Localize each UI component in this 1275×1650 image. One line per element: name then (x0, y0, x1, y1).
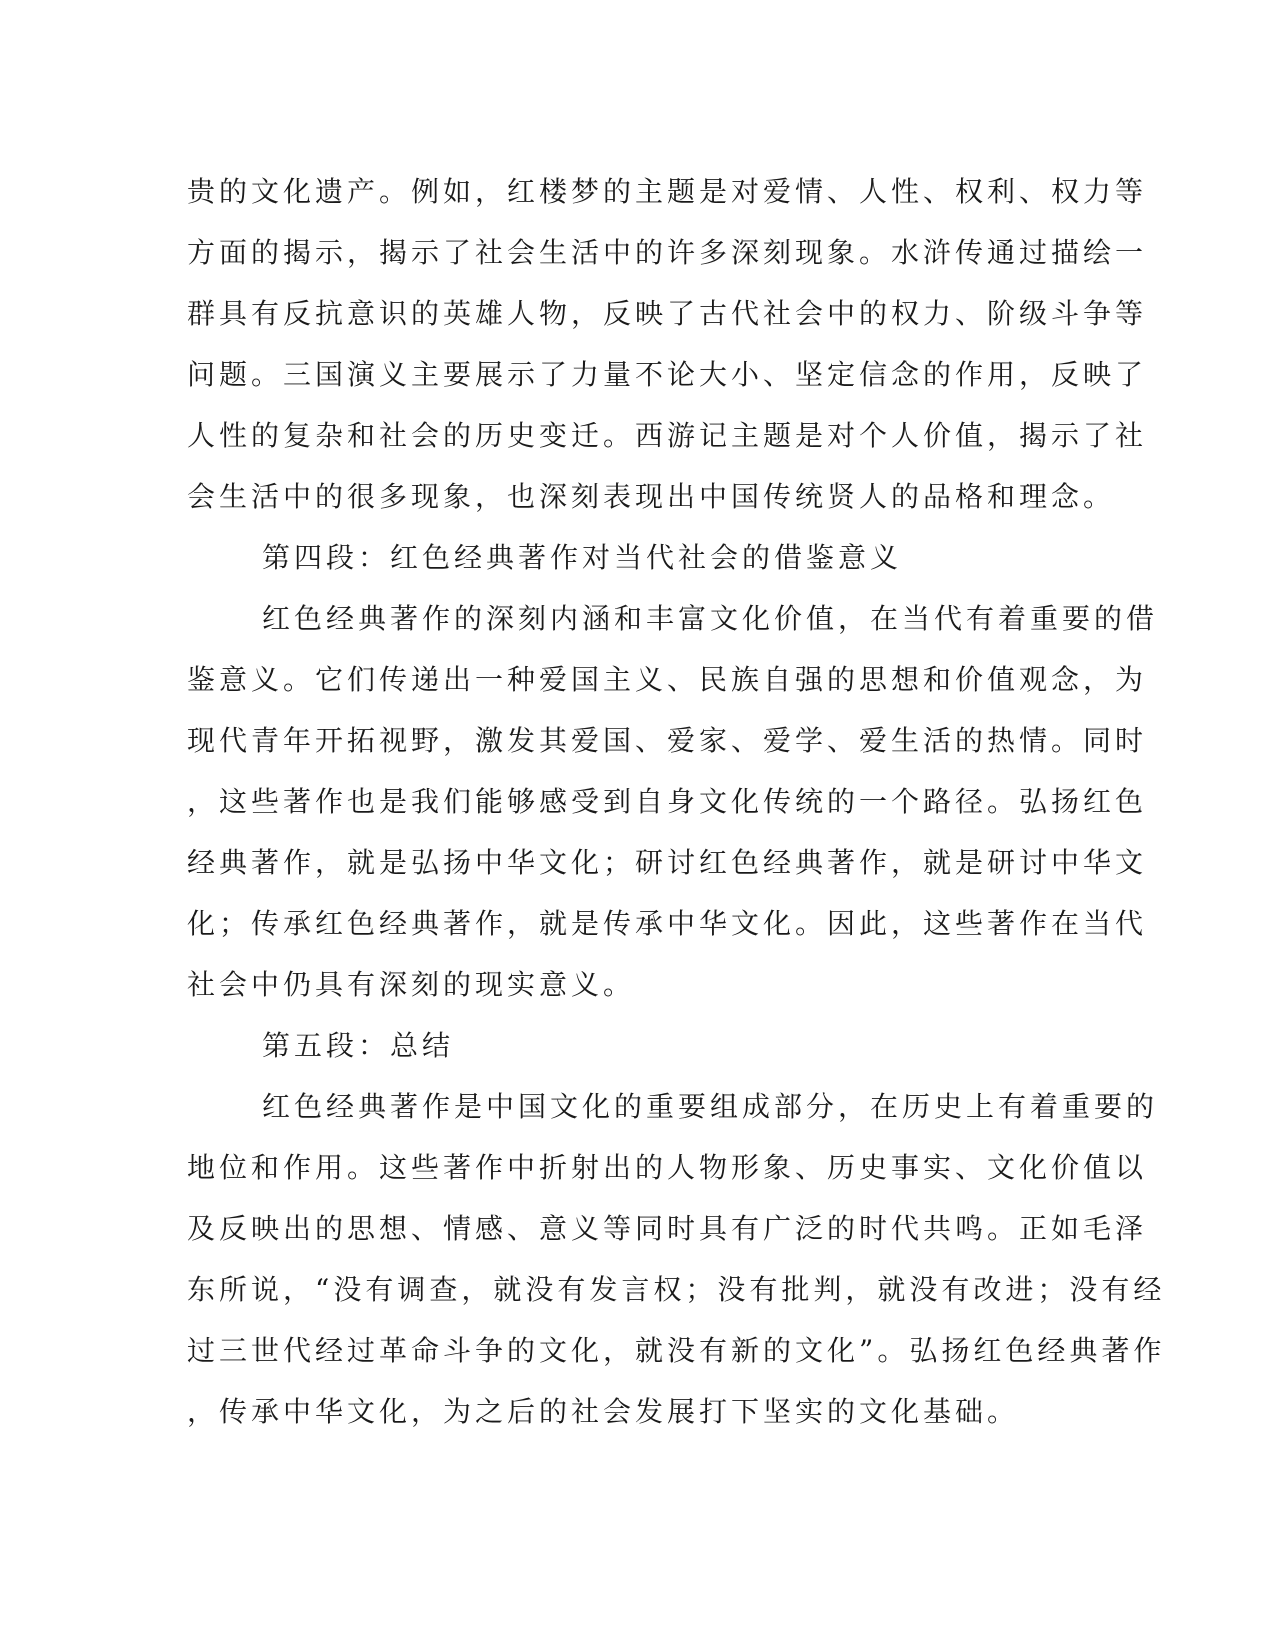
section-heading-4: 第四段：红色经典著作对当代社会的借鉴意义 (262, 541, 903, 574)
paragraph-line: ，这些著作也是我们能够感受到自身文化传统的一个路径。弘扬红色 (187, 785, 1148, 818)
paragraph-line: 现代青年开拓视野，激发其爱国、爱家、爱学、爱生活的热情。同时 (187, 724, 1148, 757)
paragraph-line: 会生活中的很多现象，也深刻表现出中国传统贤人的品格和理念。 (187, 480, 1116, 513)
paragraph-line: 经典著作，就是弘扬中华文化；研讨红色经典著作，就是研讨中华文 (187, 846, 1148, 879)
paragraph-line: 群具有反抗意识的英雄人物，反映了古代社会中的权力、阶级斗争等 (187, 297, 1148, 330)
document-body (187, 161, 1166, 1442)
paragraph-line: 红色经典著作的深刻内涵和丰富文化价值，在当代有着重要的借 (262, 602, 1159, 635)
paragraph-line: 地位和作用。这些著作中折射出的人物形象、历史事实、文化价值以 (187, 1151, 1148, 1184)
paragraph-line: 问题。三国演义主要展示了力量不论大小、坚定信念的作用，反映了 (187, 358, 1148, 391)
paragraph-line: 红色经典著作是中国文化的重要组成部分，在历史上有着重要的 (262, 1090, 1159, 1123)
paragraph-line: 过三世代经过革命斗争的文化，就没有新的文化”。弘扬红色经典著作 (187, 1334, 1166, 1367)
paragraph-line: 东所说，“没有调查，就没有发言权；没有批判，就没有改进；没有经 (187, 1273, 1166, 1306)
paragraph-line: ，传承中华文化，为之后的社会发展打下坚实的文化基础。 (187, 1395, 1020, 1428)
paragraph-line: 方面的揭示，揭示了社会生活中的许多深刻现象。水浒传通过描绘一 (187, 236, 1148, 269)
paragraph-line: 及反映出的思想、情感、意义等同时具有广泛的时代共鸣。正如毛泽 (187, 1212, 1148, 1245)
paragraph-line: 化；传承红色经典著作，就是传承中华文化。因此，这些著作在当代 (187, 907, 1148, 940)
section-heading-5: 第五段：总结 (262, 1029, 455, 1062)
paragraph-line: 人性的复杂和社会的历史变迁。西游记主题是对个人价值，揭示了社 (187, 419, 1148, 452)
paragraph-line: 鉴意义。它们传递出一种爱国主义、民族自强的思想和价值观念，为 (187, 663, 1148, 696)
paragraph-line: 社会中仍具有深刻的现实意义。 (187, 968, 636, 1001)
paragraph-line: 贵的文化遗产。例如，红楼梦的主题是对爱情、人性、权利、权力等 (187, 175, 1148, 208)
